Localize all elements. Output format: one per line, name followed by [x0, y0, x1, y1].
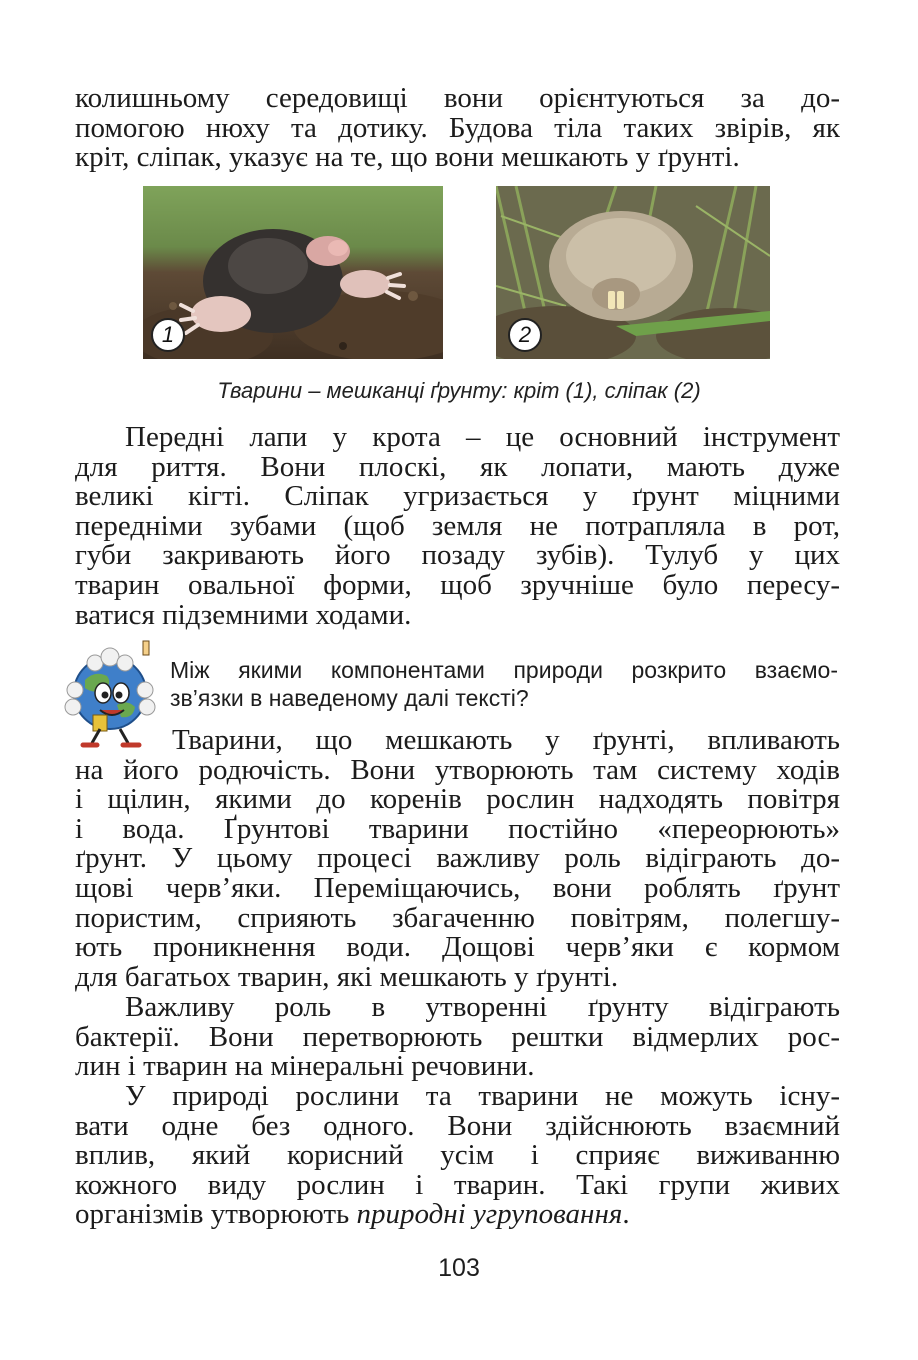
- page-number: 103: [438, 1254, 480, 1282]
- text-line: і щілин, якими до коренів рослин надходять повітря: [75, 783, 840, 816]
- text-line: У природі рослини та тварини не можуть існу-: [125, 1080, 840, 1112]
- text-line: [75, 1200, 840, 1230]
- paragraph-soil-animals: [75, 726, 840, 992]
- text-line: для риття. Вони плоскі, як лопати, мають дуже: [75, 450, 840, 483]
- text-line: вати одне без одного. Вони здійснюють взаємний: [75, 1109, 840, 1142]
- text-line: пористим, сприяють збагаченню повітрям, полегшу-: [75, 901, 840, 934]
- text-line: для багатьох тварин, які мешкають у ґрунті.: [75, 960, 619, 993]
- photo-number-badge: 1: [151, 318, 185, 352]
- text-fragment: організмів утворюють: [75, 1198, 357, 1231]
- text-fragment: .: [622, 1198, 630, 1231]
- text-line: Передні лапи у крота – це основний інструмент: [125, 421, 840, 453]
- text-line: кожного виду рослин і тварин. Такі групи живих: [75, 1168, 840, 1201]
- photo-number-badge: 2: [508, 318, 542, 352]
- question-text: [170, 656, 838, 712]
- text-line: Тварини, що мешкають у ґрунті, впливають: [172, 724, 840, 756]
- text-line: ґрунт. У цьому процесі важливу роль відіграють до-: [75, 842, 840, 875]
- text-line: ють проникнення води. Дощові черв’яки є кормом: [75, 931, 840, 964]
- text-line: і вода. Ґрунтові тварини постійно «переорюють»: [75, 812, 840, 845]
- text-line: помогою нюху та дотику. Будова тіла таких звірів, як: [75, 111, 840, 144]
- text-line: бактерії. Вони перетворюють рештки відмерлих рос-: [75, 1020, 840, 1053]
- text-line: кріт, сліпак, указує на те, що вони мешкають у ґрунті.: [75, 141, 740, 174]
- text-line: колишньому середовищі вони орієнтуються за до-: [75, 82, 840, 114]
- text-line: вплив, який корисний усім і сприяє виживанню: [75, 1139, 840, 1172]
- intro-paragraph: [75, 84, 840, 173]
- paragraph-natural-communities: [75, 1082, 840, 1230]
- text-line: лин і тварин на мінеральні речовини.: [75, 1050, 535, 1083]
- text-line: великі кігті. Сліпак угризається у ґрунт міцними: [75, 480, 840, 513]
- mole-illustration: [143, 186, 443, 359]
- key-term: природні угруповання: [356, 1198, 623, 1231]
- text-line: губи закривають його позаду зубів). Тулуб у цих: [75, 539, 840, 572]
- figure-caption: Тварини – мешканці ґрунту: кріт (1), сліпак (2): [217, 378, 701, 403]
- text-line: Між якими компонентами природи розкрито взаємо-: [170, 657, 838, 683]
- text-line: передніми зубами (щоб земля не потрапляла в рот,: [75, 509, 840, 542]
- text-line: щові черв’яки. Переміщаючись, вони роблять ґрунт: [75, 871, 840, 904]
- text-line: тварин овальної форми, щоб зручніше було пересу-: [75, 568, 840, 601]
- paragraph-bacteria: [75, 993, 840, 1082]
- text-line: Важливу роль в утворенні ґрунту відіграють: [125, 991, 840, 1023]
- text-line: на його родючість. Вони утворюють там систему ходів: [75, 753, 840, 786]
- text-line: ватися підземними ходами.: [75, 598, 412, 631]
- mole-photo: [143, 186, 443, 359]
- paragraph-mole-paws: [75, 423, 840, 630]
- text-line: зв’язки в наведеному далі тексті?: [170, 685, 529, 711]
- blind-mole-rat-photo: [496, 186, 770, 359]
